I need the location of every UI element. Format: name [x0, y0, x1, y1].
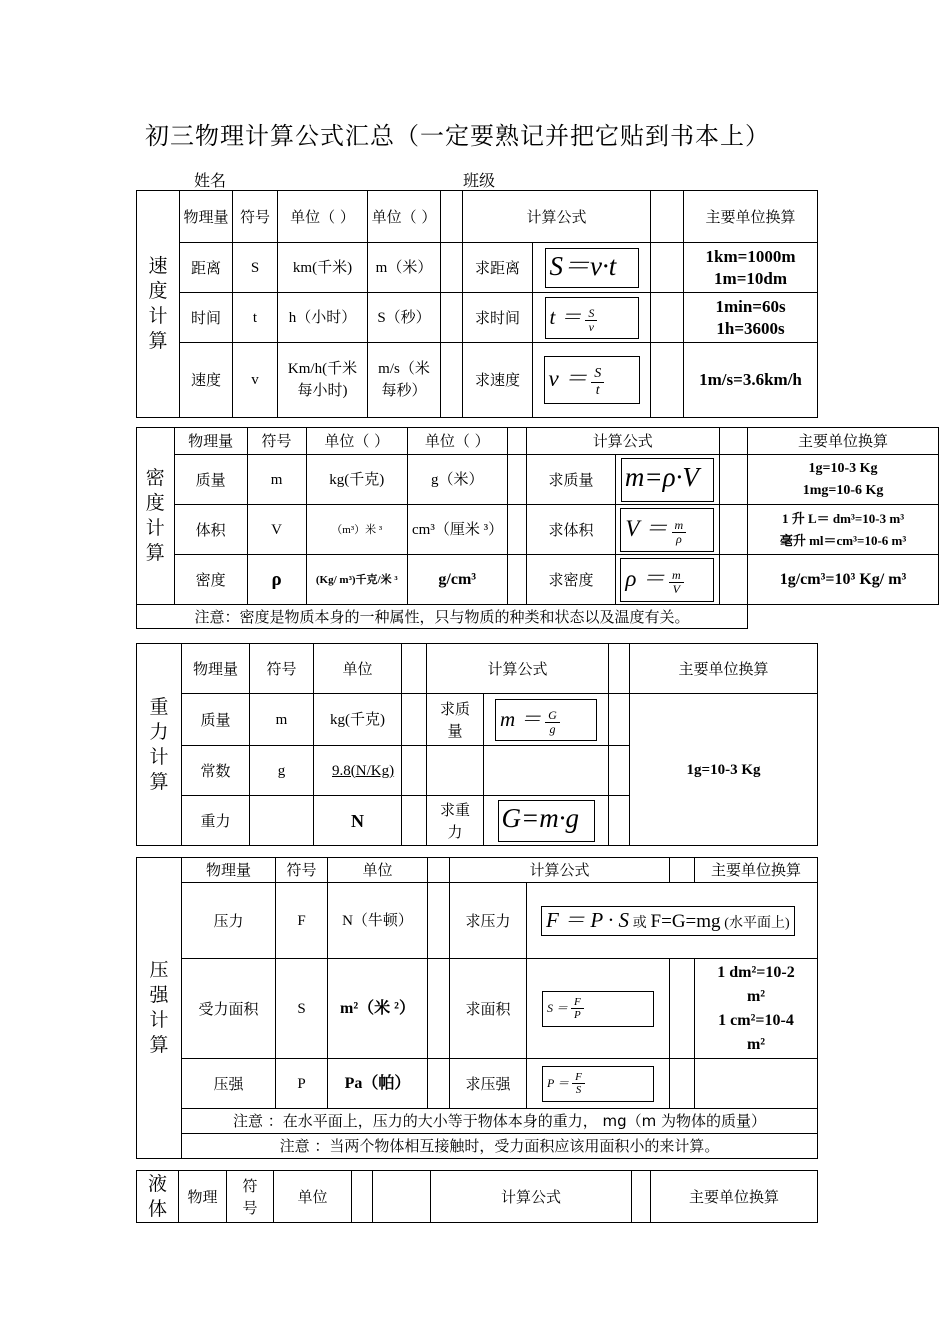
table-row — [137, 959, 818, 1059]
header-conversion: 主要单位换算 — [748, 428, 939, 455]
header-formula: 计算公式 — [431, 1171, 632, 1223]
formula-label: 求压强 — [450, 1059, 527, 1109]
header-conversion: 主要单位换算 — [684, 191, 818, 243]
unit-cell: （m³）米 ³ — [306, 505, 408, 555]
spacer-cell — [507, 455, 526, 505]
spacer-cell — [428, 883, 450, 959]
spacer-cell — [402, 694, 427, 746]
quantity-cell: 压力 — [182, 883, 276, 959]
spacer-cell — [651, 343, 684, 418]
spacer-cell — [632, 1171, 651, 1223]
symbol-cell: m — [247, 455, 306, 505]
formula-box: F ＝ P · S 或 F=G=mg (水平面上) — [541, 906, 795, 936]
conversion-cell: 1 升 L＝ dm³=10-3 m³ 毫升 ml＝cm³=10-6 m³ — [748, 505, 939, 555]
gravity-section-label: 重 力 计 算 — [137, 644, 182, 846]
formula-cell — [484, 694, 609, 746]
header-quantity: 物理量 — [182, 858, 276, 883]
header-unit: 单位（ ） — [408, 428, 507, 455]
table-row — [137, 694, 818, 746]
formula-label: 求速度 — [463, 343, 533, 418]
formula-label: 求时间 — [463, 293, 533, 343]
spacer-cell — [441, 191, 463, 243]
spacer-cell — [719, 455, 747, 505]
gravity-conversion: 1g=10-3 Kg — [630, 694, 818, 846]
spacer-cell — [402, 644, 427, 694]
formula-box: t ＝ $\frac{S}{v}$ — [545, 297, 639, 339]
formula-cell — [527, 1059, 670, 1109]
spacer-cell — [441, 293, 463, 343]
spacer-cell — [352, 1171, 373, 1223]
formula-box: S ＝ $\frac{F}{P}$ — [542, 991, 654, 1027]
spacer-cell — [609, 796, 630, 846]
formula-cell — [527, 883, 818, 959]
formula-box: m=ρ·V — [621, 458, 714, 502]
unit-cell: m²（米 ²） — [328, 959, 428, 1059]
formula-label: 求重力 — [427, 796, 484, 846]
formula-cell — [616, 455, 720, 505]
header-symbol: 符号 — [250, 644, 314, 694]
class-blank — [495, 174, 697, 191]
symbol-cell: V — [247, 505, 306, 555]
name-label: 姓名 — [194, 171, 227, 190]
spacer-cell — [373, 1171, 431, 1223]
formula-cell — [484, 746, 609, 796]
formula-box: P ＝ $\frac{F}{S}$ — [542, 1066, 654, 1102]
quantity-cell: 质量 — [174, 455, 247, 505]
unit-cell: kg(千克) — [314, 694, 402, 746]
header-quantity: 物理量 — [174, 428, 247, 455]
spacer-cell — [719, 505, 747, 555]
spacer-cell — [609, 694, 630, 746]
spacer-cell — [428, 858, 450, 883]
spacer-cell — [609, 644, 630, 694]
unit-cell: cm³（厘米 ³） — [408, 505, 507, 555]
formula-label: 求密度 — [526, 555, 615, 605]
formula-cell — [484, 796, 609, 846]
formula-box: V ＝ $\frac{m}{\rho}$ — [620, 508, 714, 552]
spacer-cell — [441, 343, 463, 418]
unit-cell: (Kg/ m³)千克/米 ³ — [306, 555, 408, 605]
gravity-table — [136, 643, 818, 846]
formula-cell — [533, 343, 651, 418]
quantity-cell: 重力 — [182, 796, 250, 846]
spacer-cell — [651, 191, 684, 243]
symbol-cell: t — [233, 293, 278, 343]
formula-label: 求压力 — [450, 883, 527, 959]
table-row — [137, 293, 818, 343]
quantity-cell: 密度 — [174, 555, 247, 605]
liquid-table — [136, 1170, 818, 1223]
formula-box: m ＝ $\frac{G}{g}$ — [495, 699, 597, 741]
header-formula: 计算公式 — [463, 191, 651, 243]
speed-table — [136, 190, 818, 418]
pressure-note-1: 注意 ：在水平面上，压力的大小等于物体本身的重力， mg（m 为物体的质量） — [182, 1109, 818, 1134]
unit-cell: km(千米) — [278, 243, 368, 293]
spacer-cell — [651, 293, 684, 343]
symbol-cell: P — [276, 1059, 328, 1109]
quantity-cell: 质量 — [182, 694, 250, 746]
formula-cell — [533, 243, 651, 293]
conversion-cell: 1g=10-3 Kg 1mg=10-6 Kg — [748, 455, 939, 505]
quantity-cell: 受力面积 — [182, 959, 276, 1059]
header-unit: 单位（ ） — [278, 191, 368, 243]
spacer-cell — [609, 746, 630, 796]
unit-cell: m（米） — [368, 243, 441, 293]
table-row — [137, 1059, 818, 1109]
formula-cell — [527, 959, 670, 1059]
header-symbol: 符号 — [227, 1171, 274, 1223]
unit-cell: Pa（帕） — [328, 1059, 428, 1109]
symbol-cell: g — [250, 746, 314, 796]
formula-cell — [616, 555, 720, 605]
unit-cell: m/s（米每秒） — [368, 343, 441, 418]
class-label: 班级 — [463, 171, 496, 190]
name-blank — [226, 174, 376, 191]
unit-cell: Km/h(千米每小时) — [278, 343, 368, 418]
formula-label: 求质量 — [526, 455, 615, 505]
name-field[interactable] — [194, 168, 376, 191]
unit-cell: 9.8(N/Kg) — [314, 746, 402, 796]
formula-box: G=m·g — [498, 800, 595, 842]
unit-cell: h（小时） — [278, 293, 368, 343]
header-formula: 计算公式 — [427, 644, 609, 694]
pressure-table — [136, 857, 818, 1159]
conversion-cell: 1m/s=3.6km/h — [684, 343, 818, 418]
header-quantity: 物理量 — [182, 644, 250, 694]
quantity-cell: 体积 — [174, 505, 247, 555]
quantity-cell: 压强 — [182, 1059, 276, 1109]
quantity-cell: 常数 — [182, 746, 250, 796]
conversion-cell: 1min=60s 1h=3600s — [684, 293, 818, 343]
unit-cell: kg(千克) — [306, 455, 408, 505]
spacer-cell — [441, 243, 463, 293]
unit-cell: S（秒） — [368, 293, 441, 343]
symbol-cell: v — [233, 343, 278, 418]
speed-section-label: 速 度 计 算 — [137, 191, 180, 418]
class-field[interactable] — [463, 168, 697, 191]
symbol-cell: S — [233, 243, 278, 293]
header-unit: 单位（ ） — [306, 428, 408, 455]
page-title: 初三物理计算公式汇总（一定要熟记并把它贴到书本上） — [145, 122, 770, 150]
quantity-cell: 时间 — [180, 293, 233, 343]
header-unit: 单位（ ） — [368, 191, 441, 243]
pressure-section-label: 压 强 计 算 — [137, 858, 182, 1159]
formula-label: 求体积 — [526, 505, 615, 555]
density-note: 注意：密度是物质本身的一种属性，只与物质的种类和状态以及温度有关。 — [137, 605, 748, 629]
quantity-cell: 距离 — [180, 243, 233, 293]
formula-label: 求质量 — [427, 694, 484, 746]
header-symbol: 符号 — [276, 858, 328, 883]
spacer-cell — [719, 555, 747, 605]
table-row — [137, 883, 818, 959]
symbol-cell: F — [276, 883, 328, 959]
pressure-note-2: 注意 ：当两个物体相互接触时，受力面积应该用面积小的来计算。 — [182, 1134, 818, 1159]
unit-cell: g（米） — [408, 455, 507, 505]
spacer-cell — [670, 959, 695, 1059]
spacer-cell — [402, 746, 427, 796]
conversion-cell: 1 dm²=10-2 m² 1 cm²=10-4 m² — [695, 959, 818, 1059]
symbol-cell: S — [276, 959, 328, 1059]
header-quantity: 物理量 — [180, 191, 233, 243]
spacer-cell — [719, 428, 747, 455]
header-unit: 单位 — [274, 1171, 352, 1223]
header-formula: 计算公式 — [450, 858, 670, 883]
unit-cell: g/cm³ — [408, 555, 507, 605]
formula-label: 求距离 — [463, 243, 533, 293]
symbol-cell — [250, 796, 314, 846]
table-row — [137, 555, 939, 605]
header-unit: 单位 — [328, 858, 428, 883]
density-section-label: 密 度 计 算 — [137, 428, 175, 605]
formula-box: v ＝ $\frac{S}{t}$ — [544, 356, 640, 404]
spacer-cell — [428, 959, 450, 1059]
table-row — [137, 455, 939, 505]
formula-box: S＝v·t — [545, 248, 639, 288]
formula-box: ρ ＝ $\frac{m}{V}$ — [620, 558, 714, 602]
spacer-cell — [507, 428, 526, 455]
header-symbol: 符号 — [247, 428, 306, 455]
conversion-cell — [695, 1059, 818, 1109]
conversion-cell: 1g/cm³=10³ Kg/ m³ — [748, 555, 939, 605]
spacer-cell — [507, 555, 526, 605]
spacer-cell — [402, 796, 427, 846]
spacer-cell — [670, 858, 695, 883]
symbol-cell: m — [250, 694, 314, 746]
header-conversion: 主要单位换算 — [651, 1171, 818, 1223]
header-conversion: 主要单位换算 — [630, 644, 818, 694]
conversion-cell: 1km=1000m 1m=10dm — [684, 243, 818, 293]
liquid-section-label: 液体 — [137, 1171, 179, 1223]
formula-cell — [533, 293, 651, 343]
table-row — [137, 343, 818, 418]
header-quantity: 物理 — [179, 1171, 227, 1223]
header-conversion: 主要单位换算 — [695, 858, 818, 883]
spacer-cell — [670, 1059, 695, 1109]
density-table — [136, 427, 939, 629]
spacer-cell — [428, 1059, 450, 1109]
unit-cell: N（牛顿） — [328, 883, 428, 959]
header-unit: 单位 — [314, 644, 402, 694]
table-row — [137, 505, 939, 555]
quantity-cell: 速度 — [180, 343, 233, 418]
header-symbol: 符号 — [233, 191, 278, 243]
symbol-cell: ρ — [247, 555, 306, 605]
formula-label: 求面积 — [450, 959, 527, 1059]
unit-cell: N — [314, 796, 402, 846]
spacer-cell — [507, 505, 526, 555]
formula-cell — [616, 505, 720, 555]
header-formula: 计算公式 — [526, 428, 719, 455]
spacer-cell — [651, 243, 684, 293]
formula-label — [427, 746, 484, 796]
table-row — [137, 243, 818, 293]
